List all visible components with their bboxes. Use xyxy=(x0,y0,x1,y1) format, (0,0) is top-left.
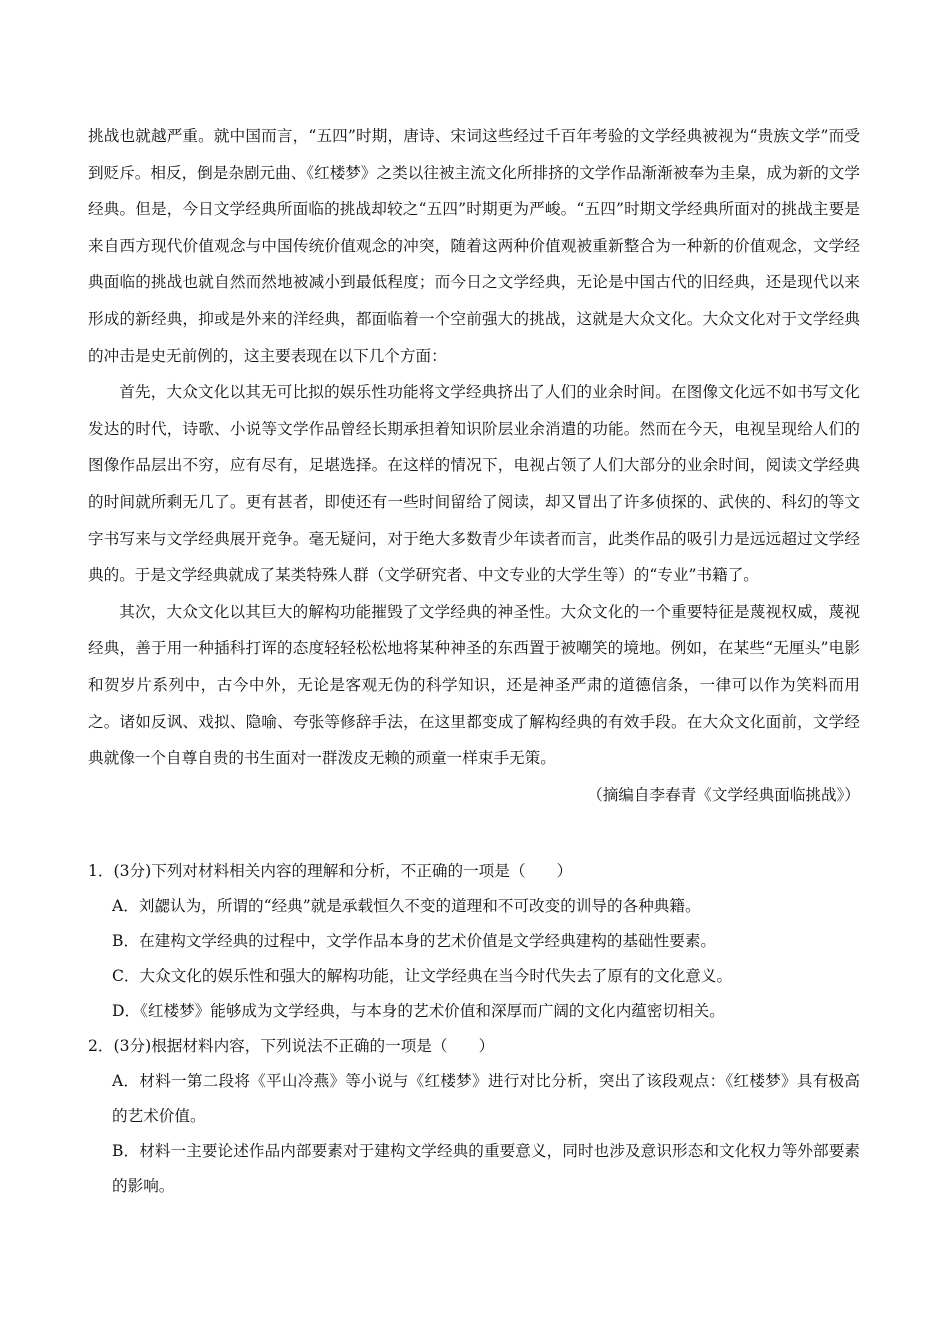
passage-source: （摘编自李春青《文学经典面临挑战》） xyxy=(587,785,860,804)
question-list xyxy=(88,854,860,1204)
reading-passage xyxy=(88,118,860,813)
passage-paragraph: 首先，大众文化以其无可比拟的娱乐性功能将文学经典挤出了人们的业余时间。在图像文化远不如书写文化发达的时代，诗歌、小说等文学作品曾经长期承担着知识阶层业余消遣的功能。然而在今天，电视呈现给人们的图像作品层出不穷，应有尽有，足堪选择。在这样的情况下，电视占领了人们大部分的业余时间，阅读文学经典的时间就所剩无几了。更有甚者，即使还有一些时间留给了阅读，却又冒出了许多侦探的、武侠的、科幻的等文字书写来与文学经典展开竞争。毫无疑问，对于绝大多数青少年读者而言，此类作品的吸引力是远远超过文学经典的。于是文学经典就成了某类特殊人群（文学研究者、中文专业的大学生等）的“专业”书籍了。 xyxy=(88,383,860,585)
question-1 xyxy=(88,854,860,1029)
option-a: A．材料一第二段将《平山冷燕》等小说与《红楼梦》进行对比分析，突出了该段观点：《红楼梦》具有极高的艺术价值。 xyxy=(112,1072,860,1125)
option-c: C．大众文化的娱乐性和强大的解构功能，让文学经典在当今时代失去了原有的文化意义。 xyxy=(112,967,733,985)
option-a: A．刘勰认为，所谓的“经典”就是承载恒久不变的道理和不可改变的训导的各种典籍。 xyxy=(112,897,701,915)
passage-paragraph: 其次，大众文化以其巨大的解构功能摧毁了文学经典的神圣性。大众文化的一个重要特征是蔑视权威，蔑视经典，善于用一种插科打诨的态度轻轻松松地将某种神圣的东西置于被嘲笑的境地。例如，在某些“无厘头”电影和贺岁片系列中，古今中外，无论是客观无伪的科学知识，还是神圣严肃的道德信条，一律可以作为笑料而用之。诸如反讽、戏拟、隐喻、夸张等修辞手法，在这里都变成了解构经典的有效手段。在大众文化面前，文学经典就像一个自尊自贵的书生面对一群泼皮无赖的顽童一样束手无策。 xyxy=(88,602,860,768)
question-stem: 1．(3分)下列对材料相关内容的理解和分析，不正确的一项是（ ） xyxy=(88,862,573,880)
passage-paragraph: 挑战也就越严重。就中国而言，“五四”时期，唐诗、宋词这些经过千百年考验的文学经典被视为“贵族文学”而受到贬斥。相反，倒是杂剧元曲、《红楼梦》之类以往被主流文化所排挤的文学作品渐渐被奉为圭臬，成为新的文学经典。但是，今日文学经典所面临的挑战却较之“五四”时期更为严峻。“五四”时期文学经典所面对的挑战主要是来自西方现代价值观念与中国传统价值观念的冲突，随着这两种价值观被重新整合为一种新的价值观念，文学经典面临的挑战也就自然而然地被减小到最低程度；而今日之文学经典，无论是中国古代的旧经典，还是现代以来形成的新经典，抑或是外来的洋经典，都面临着一个空前强大的挑战，这就是大众文化。大众文化对于文学经典的冲击是史无前例的，这主要表现在以下几个方面： xyxy=(88,127,860,365)
option-b: B．在建构文学经典的过程中，文学作品本身的艺术价值是文学经典建构的基础性要素。 xyxy=(112,932,717,950)
question-stem: 2．(3分)根据材料内容，下列说法不正确的一项是（ ） xyxy=(88,1037,495,1055)
question-2 xyxy=(88,1029,860,1204)
option-b: B．材料一主要论述作品内部要素对于建构文学经典的重要意义，同时也涉及意识形态和文化权力等外部要素的影响。 xyxy=(112,1142,860,1195)
option-d: D．《红楼梦》能够成为文学经典，与本身的艺术价值和深厚而广阔的文化内蕴密切相关。 xyxy=(112,1002,725,1020)
